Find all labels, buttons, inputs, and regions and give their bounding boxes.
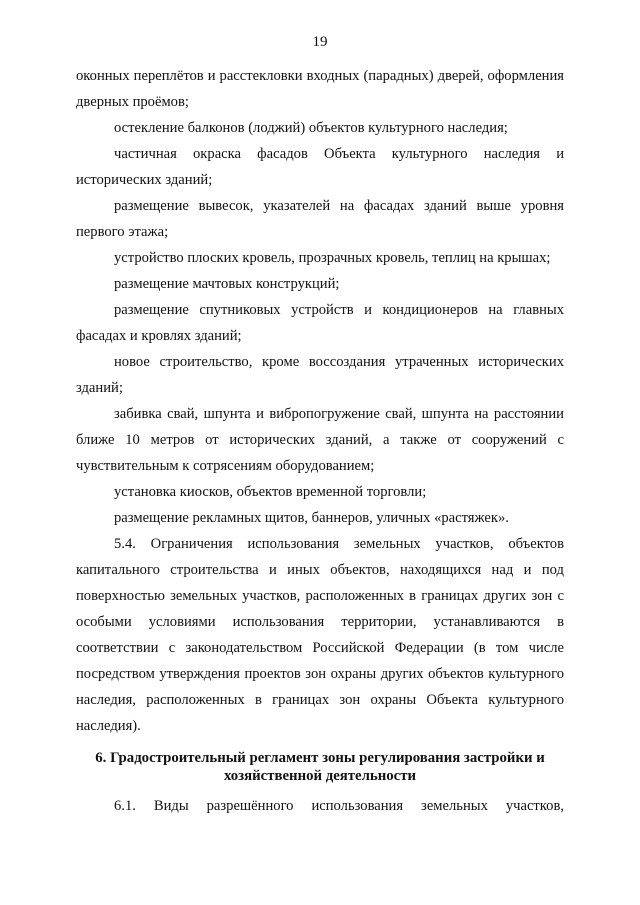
paragraph-6-1: 6.1. Виды разрешённого использования земельных участков, bbox=[114, 798, 564, 814]
list-item: новое строительство, кроме воссоздания утраченных исторических зданий; bbox=[76, 354, 564, 396]
list-item: размещение вывесок, указателей на фасадах зданий выше уровня первого этажа; bbox=[76, 198, 564, 240]
list-item: размещение рекламных щитов, баннеров, уличных «растяжек». bbox=[114, 510, 509, 526]
list-item: размещение спутниковых устройств и кондиционеров на главных фасадах и кровлях зданий; bbox=[76, 302, 564, 344]
page-number: 19 bbox=[312, 34, 328, 50]
paragraph-5-4: 5.4. Ограничения использования земельных участков, объектов капитального строительства и иных объектов, находящихся над и под поверхностью земельных участков, расположенных в границах других зон с особыми условиями использования территории, устанавливаются в соответствии с законодательством Российской Федерации (в том числе посредством утверждения проектов зон охраны других объектов культурного наследия, расположенных в границах зон охраны Объекта культурного наследия). bbox=[76, 536, 564, 734]
list-item: остекление балконов (лоджий) объектов культурного наследия; bbox=[114, 120, 508, 136]
section-heading bbox=[76, 749, 564, 785]
list-item: размещение мачтовых конструкций; bbox=[114, 276, 340, 292]
list-item: устройство плоских кровель, прозрачных кровель, теплиц на крышах; bbox=[114, 250, 551, 266]
list-item: частичная окраска фасадов Объекта культурного наследия и исторических зданий; bbox=[76, 146, 564, 188]
list-item: установка киосков, объектов временной торговли; bbox=[114, 484, 427, 500]
section-heading-line-1: 6. Градостроительный регламент зоны регулирования застройки и bbox=[95, 750, 545, 766]
page-content bbox=[76, 63, 564, 819]
list-item: забивка свай, шпунта и вибропогружение свай, шпунта на расстоянии ближе 10 метров от исторических зданий, а также от сооружений с чувствительным к сотрясениям оборудованием; bbox=[76, 406, 564, 474]
section-heading-line-2: хозяйственной деятельности bbox=[223, 768, 417, 784]
paragraph: оконных переплётов и расстекловки входных (парадных) дверей, оформления дверных проёмов; bbox=[76, 68, 564, 110]
